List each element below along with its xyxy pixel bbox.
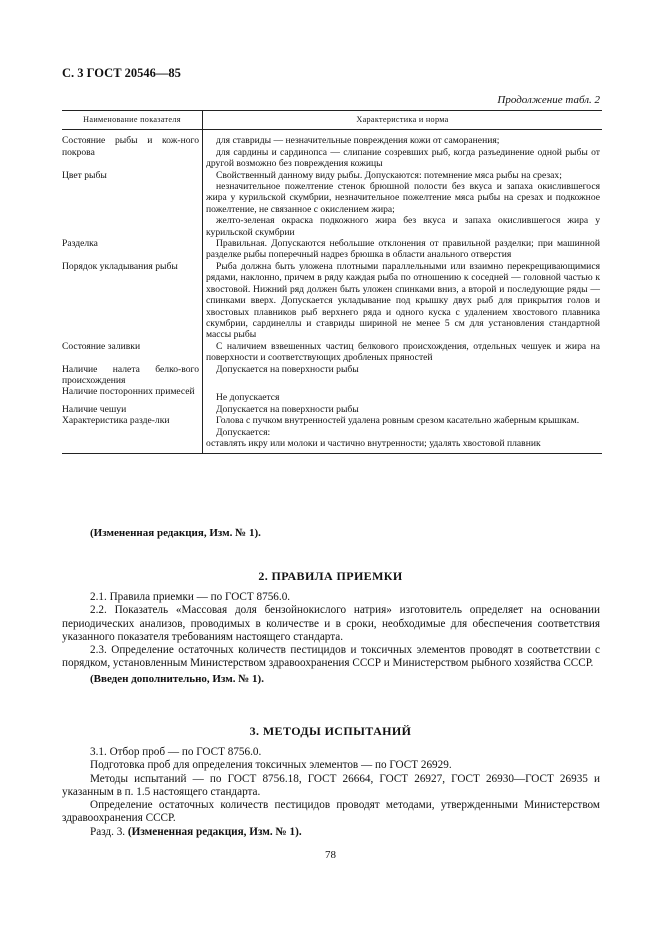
row-line: оставлять икру или молоки и частично внутренности; удалять хвостовой плавник xyxy=(206,437,541,449)
table-row xyxy=(62,404,602,415)
row-value xyxy=(203,386,603,403)
row-name: Состояние заливки xyxy=(62,341,203,364)
table-header-row xyxy=(62,111,602,130)
row-line: незначительное пожелтение стенок брюшной полости без вкуса и запаха окислившегося жира у курильской скумбрии, незначительное пожелтение мяса рыбы на срезах и подкожное пожелтение, не связанное с окислением жира; xyxy=(206,181,600,215)
section-2-body xyxy=(62,591,600,686)
section-3-body xyxy=(62,746,600,839)
row-value xyxy=(203,130,603,170)
row-line: желто-зеленая окраска подкожного жира без вкуса и запаха окислившегося жира у курильской скумбрии xyxy=(206,215,600,238)
page-number: 78 xyxy=(325,849,336,861)
paragraph: Определение остаточных количеств пестицидов проводят методами, утвержденными Министерством здравоохранения СССР. xyxy=(62,799,600,825)
row-value xyxy=(203,238,603,261)
row-name: Разделка xyxy=(62,238,203,261)
row-line: Правильная. Допускаются небольшие отклонения от правильной разделки; при машинной разделке рыбы поперечный надрез брюшка в области анального отверстия xyxy=(206,238,600,261)
section-3-title: 3. МЕТОДЫ ИСПЫТАНИЙ xyxy=(249,724,412,738)
table-row xyxy=(62,415,602,454)
row-line: Голова с пучком внутренностей удалена ровным срезом касательно жаберным крышкам. xyxy=(216,415,580,427)
table-row xyxy=(62,261,602,341)
row-name: Порядок укладывания рыбы xyxy=(62,261,203,341)
table-continuation-label: Продолжение табл. 2 xyxy=(497,94,600,106)
row-value xyxy=(203,261,603,341)
row-value xyxy=(203,364,603,387)
table-row xyxy=(62,130,602,170)
table-row xyxy=(62,238,602,261)
row-name: Наличие посторонних примесей xyxy=(62,386,203,403)
row-value xyxy=(203,341,603,364)
row-line: С наличием взвешенных частиц белкового происхождения, отдельных чешуек и жира на поверхности и соответствующих дробленых пряностей xyxy=(206,340,600,364)
amendment-note: (Введен дополнительно, Изм. № 1). xyxy=(90,672,264,685)
amendment-note: (Измененная редакция, Изм. № 1). xyxy=(127,825,302,838)
table-row xyxy=(62,170,602,238)
row-name: Характеристика разде-лки xyxy=(62,415,203,454)
row-line: Допускается на поверхности рыбы xyxy=(216,403,359,415)
row-name: Состояние рыбы и кож-ного покрова xyxy=(62,130,203,170)
row-line: Допускается: xyxy=(216,426,271,438)
row-value xyxy=(203,404,603,415)
page-header: С. 3 ГОСТ 20546—85 xyxy=(62,66,181,80)
section-ref: Разд. 3. xyxy=(90,825,126,838)
section-2-title: 2. ПРАВИЛА ПРИЕМКИ xyxy=(258,569,403,583)
row-value xyxy=(203,415,603,454)
table-row xyxy=(62,364,602,387)
row-line: для сардины и сардинопса — слипание созревших рыб, когда разъединение одной рыбы от другой возможно без повреждения кожицы xyxy=(206,146,600,170)
table-row xyxy=(62,386,602,403)
column-header-name: Наименование показателя xyxy=(62,111,203,130)
row-name: Наличие чешуи xyxy=(62,404,203,415)
paragraph: 2.2. Показатель «Массовая доля бензойнокислого натрия» изготовитель определяет на основании периодических анализов, проводимых в количестве и в сроки, необходимые для обеспечения соответствия указанного показателя требованиям настоящего стандарта. xyxy=(62,604,600,643)
paragraph: 2.3. Определение остаточных количеств пестицидов и токсичных элементов проводят в соответствии с порядком, установленным Министерством здравоохранения СССР и Министерством рыбного хозяйства СССР. xyxy=(62,644,600,670)
amendment-note: (Измененная редакция, Изм. № 1). xyxy=(90,527,261,539)
paragraph: 3.1. Отбор проб — по ГОСТ 8756.0. xyxy=(90,746,262,758)
row-line: Свойственный данному виду рыбы. Допускаются: потемнение мяса рыбы на срезах; xyxy=(216,169,562,181)
column-header-characteristic: Характеристика и норма xyxy=(203,111,603,130)
table-2 xyxy=(62,110,602,454)
row-line: для ставриды — незначительные повреждения кожи от саморанения; xyxy=(216,135,500,147)
row-line: Не допускается xyxy=(216,392,280,404)
row-name: Наличие налета белко-вого происхождения xyxy=(62,364,203,387)
row-line: Допускается на поверхности рыбы xyxy=(216,363,359,375)
row-name: Цвет рыбы xyxy=(62,170,203,238)
row-line: Рыба должна быть уложена плотными параллельными или взаимно перекрещивающимися рядами, наклонно, причем в ряду каждая рыба по отношению к соседней — головной частью к хвостовой. Нижний ряд должен быть уложен спинками вниз, а второй и последующие ряды — спинками вверх. Допускается укладывание под крышку двух рыб для прикрытия голов и хвостовых плавников рыб верхнего ряда и одного куска с удалением хвостового плавника скумбрии, сардинеллы и ставриды шириной не менее 5 см для установления стандартной массы рыбы xyxy=(206,260,600,341)
paragraph: Подготовка проб для определения токсичных элементов — по ГОСТ 26929. xyxy=(90,759,452,772)
paragraph xyxy=(90,826,600,839)
paragraph: 2.1. Правила приемки — по ГОСТ 8756.0. xyxy=(90,591,291,603)
table-row xyxy=(62,341,602,364)
paragraph: Методы испытаний — по ГОСТ 8756.18, ГОСТ 26664, ГОСТ 26927, ГОСТ 26930—ГОСТ 26935 и указанным в п. 1.5 настоящего стандарта. xyxy=(62,772,600,798)
row-value xyxy=(203,170,603,238)
